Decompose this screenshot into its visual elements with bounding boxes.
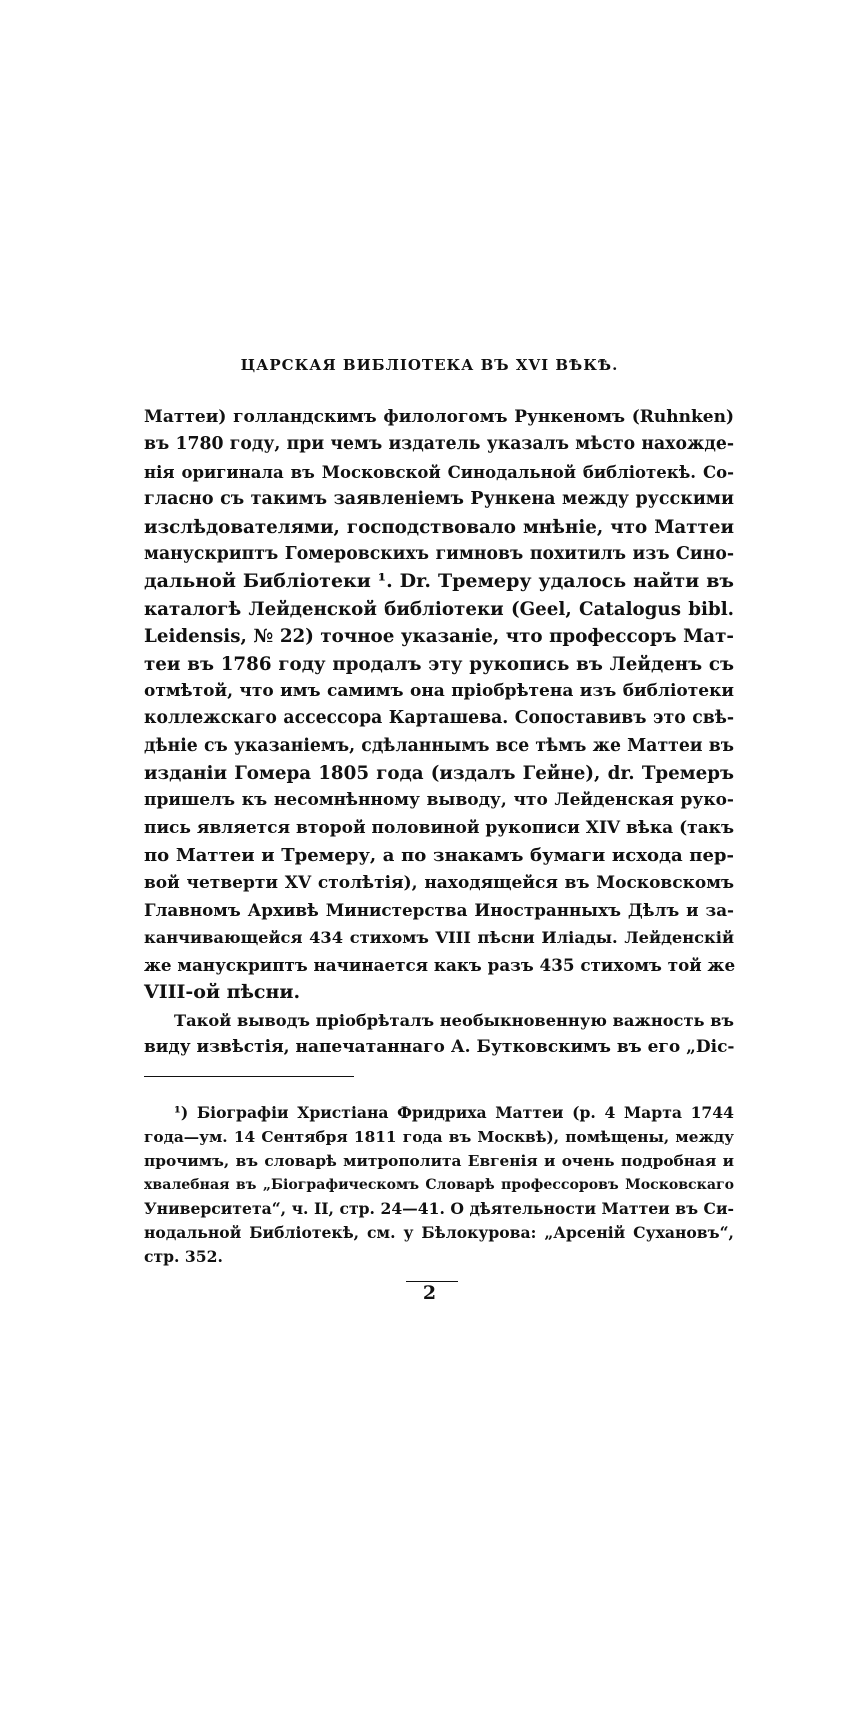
footnote-line: прочимъ, въ словарѣ митрополита Евгенія и очень подробная и [144, 1152, 734, 1170]
text-line: дѣніе съ указаніемъ, сдѣланнымъ все тѣмъ же Маттеи въ [144, 735, 734, 756]
text-line: пись является второй половиной рукописи XIV вѣка (такъ [144, 817, 734, 838]
text-line: нія оригинала въ Московской Синодальной библіотекѣ. Со- [144, 462, 734, 482]
text-line: изданіи Гомера 1805 года (издалъ Гейне), dr. Тремеръ [144, 763, 734, 785]
text-line: дальной Библіотеки ¹. Dr. Тремеру удалось найти въ [144, 570, 734, 593]
text-line: манускриптъ Гомеровскихъ гимновъ похитилъ изъ Сино- [144, 543, 734, 564]
text-line: Маттеи) голландскимъ филологомъ Рункеномъ (Ruhnken) [144, 407, 734, 427]
text-line: VIII-ой пѣсни. [144, 981, 301, 1004]
page-number: 2 [422, 1282, 437, 1304]
footnote-line: стр. 352. [144, 1247, 223, 1266]
text-line: гласно съ такимъ заявленіемъ Рункена между русскими [144, 489, 734, 510]
text-line: вой четверти XV столѣтія), находящейся въ Московскомъ [144, 872, 734, 893]
text-line: въ 1780 году, при чемъ издатель указалъ мѣсто нахожде- [144, 434, 734, 455]
footnote-line: хвалебная въ „Біографическомъ Словарѣ профессоровъ Московскаго [144, 1177, 734, 1193]
text-line: Главномъ Архивѣ Министерства Иностранныхъ Дѣлъ и за- [144, 900, 734, 921]
text-line: Такой выводъ пріобрѣталъ необыкновенную важность въ [174, 1010, 734, 1030]
text-line: канчивающейся 434 стихомъ VIII пѣсни Иліады. Лейденскій [144, 928, 734, 948]
text-line: теи въ 1786 году продалъ эту рукопись въ Лейденъ съ [144, 653, 734, 675]
text-line: виду извѣстія, напечатаннаго А. Бутковскимъ въ его „Dic- [144, 1036, 735, 1057]
text-line: отмѣтой, что имъ самимъ она пріобрѣтена изъ библіотеки [144, 680, 734, 701]
footnote-line: нодальной Библіотекѣ, см. у Бѣлокурова: „Арсеній Сухановъ“, [144, 1223, 734, 1242]
footnote-line: Университета“, ч. II, стр. 24—41. О дѣятельности Маттеи въ Си- [144, 1199, 734, 1218]
text-line: каталогѣ Лейденской библіотеки (Geel, Catalogus bibl. [144, 598, 734, 620]
text-line: изслѣдователями, господствовало мнѣніе, что Маттеи [144, 516, 734, 538]
footnote-line: ¹) Біографіи Христіана Фридриха Маттеи (р. 4 Марта 1744 [174, 1103, 734, 1122]
text-line: по Маттеи и Тремеру, а по знакамъ бумаги исхода пер- [144, 845, 734, 867]
text-line: пришелъ къ несомнѣнному выводу, что Лейденская руко- [144, 790, 734, 811]
text-line: Leidensis, № 22) точное указаніе, что профессоръ Мат- [144, 626, 734, 648]
main-text [144, 404, 734, 1061]
text-line: коллежскаго ассессора Карташева. Сопоставивъ это свѣ- [144, 708, 734, 729]
footnote [144, 1101, 734, 1269]
text-line: же манускриптъ начинается какъ разъ 435 стихомъ той же [144, 954, 736, 975]
footnote-line: года—ум. 14 Сентября 1811 года въ Москвѣ), помѣщены, между [144, 1128, 734, 1146]
footnote-separator [144, 1076, 354, 1077]
running-head: ЦАРСКАЯ ВИБЛІОТЕКА ВЪ XVI ВѢКѢ. [240, 356, 619, 374]
